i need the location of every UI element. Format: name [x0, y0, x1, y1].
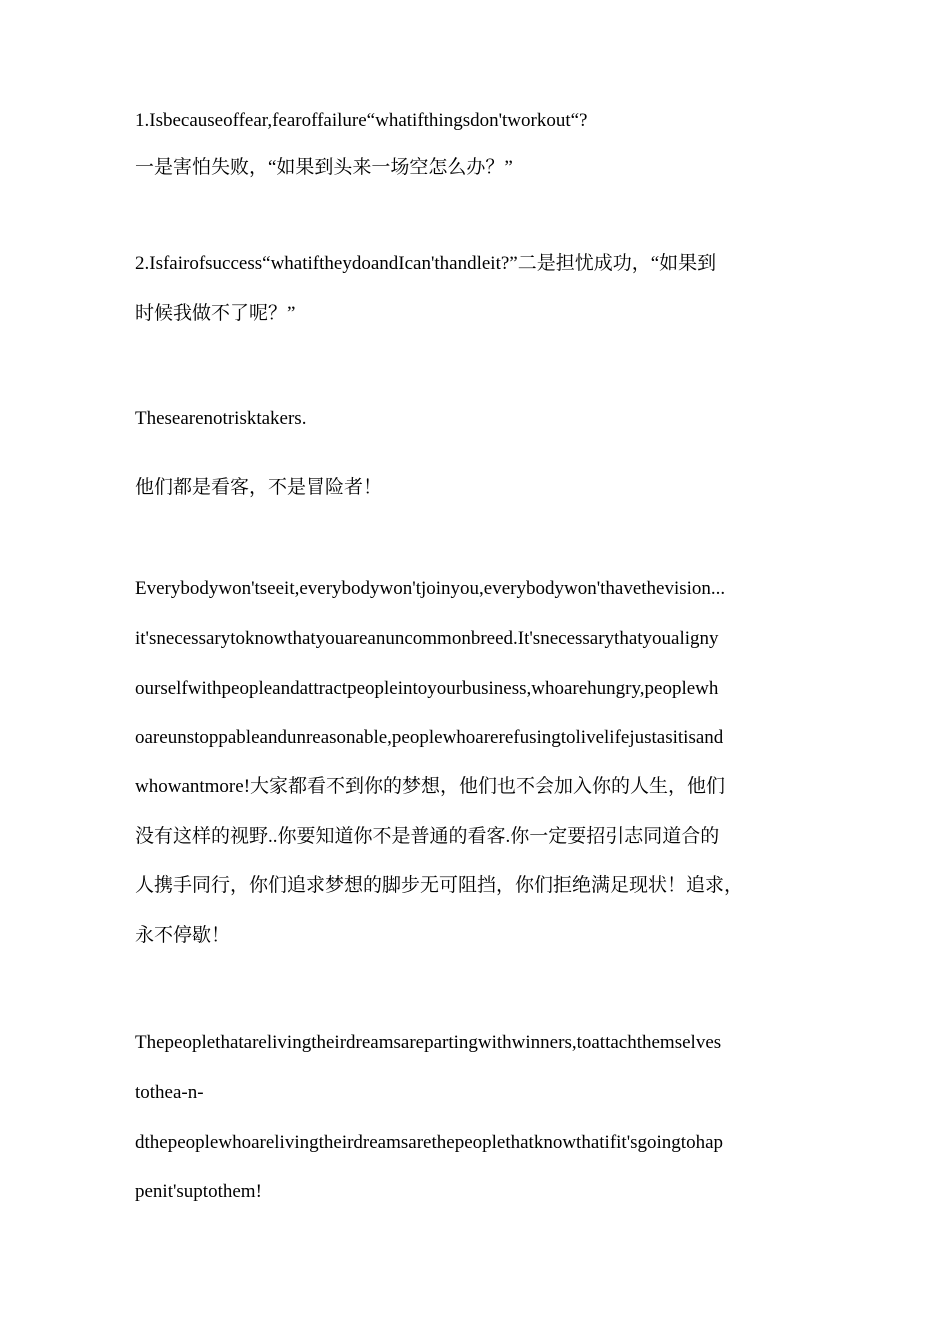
text-line: it'snecessarytoknowthatyouareanuncommonbreed.It'snecessarythatyoualigny — [135, 628, 719, 649]
text-line: oareunstoppableandunreasonable,peoplewhoarerefusingtolivelifejustasitisand — [135, 727, 724, 748]
text-line: 他们都是看客，不是冒险者！ — [135, 477, 383, 498]
text-line: dthepeoplewhoarelivingtheirdreamsarethepeoplethatknowthatifit'sgoingtohap — [135, 1132, 724, 1153]
text-line: 2.Isfairofsuccess“whatiftheydoandIcan'thandleit?”二是担忧成功，“如果到 — [135, 253, 717, 274]
text-line: penit'suptothem! — [135, 1181, 262, 1202]
text-line: Thesearenotrisktakers. — [135, 408, 307, 429]
text-line: 一是害怕失败，“如果到头来一场空怎么办？” — [135, 157, 513, 178]
text-line: ourselfwithpeopleandattractpeopleintoyourbusiness,whoarehungry,peoplewh — [135, 678, 719, 699]
text-line: Thepeoplethatarelivingtheirdreamsarepartingwithwinners,toattachthemselves — [135, 1032, 722, 1053]
text-line: 人携手同行，你们追求梦想的脚步无可阻挡，你们拒绝满足现状！追求， — [135, 875, 744, 896]
text-line: tothea-n- — [135, 1082, 204, 1103]
text-line: 没有这样的视野..你要知道你不是普通的看客.你一定要招引志同道合的 — [135, 826, 720, 847]
text-line: Everybodywon'tseeit,everybodywon'tjoinyou,everybodywon'thavethevision... — [135, 578, 726, 599]
text-line: 时候我做不了呢？” — [135, 303, 296, 324]
text-line: 永不停歇！ — [135, 925, 231, 946]
text-line: 1.Isbecauseoffear,fearoffailure“whatifthingsdon'tworkout“? — [135, 110, 588, 131]
text-line: whowantmore!大家都看不到你的梦想，他们也不会加入你的人生，他们 — [135, 776, 726, 797]
